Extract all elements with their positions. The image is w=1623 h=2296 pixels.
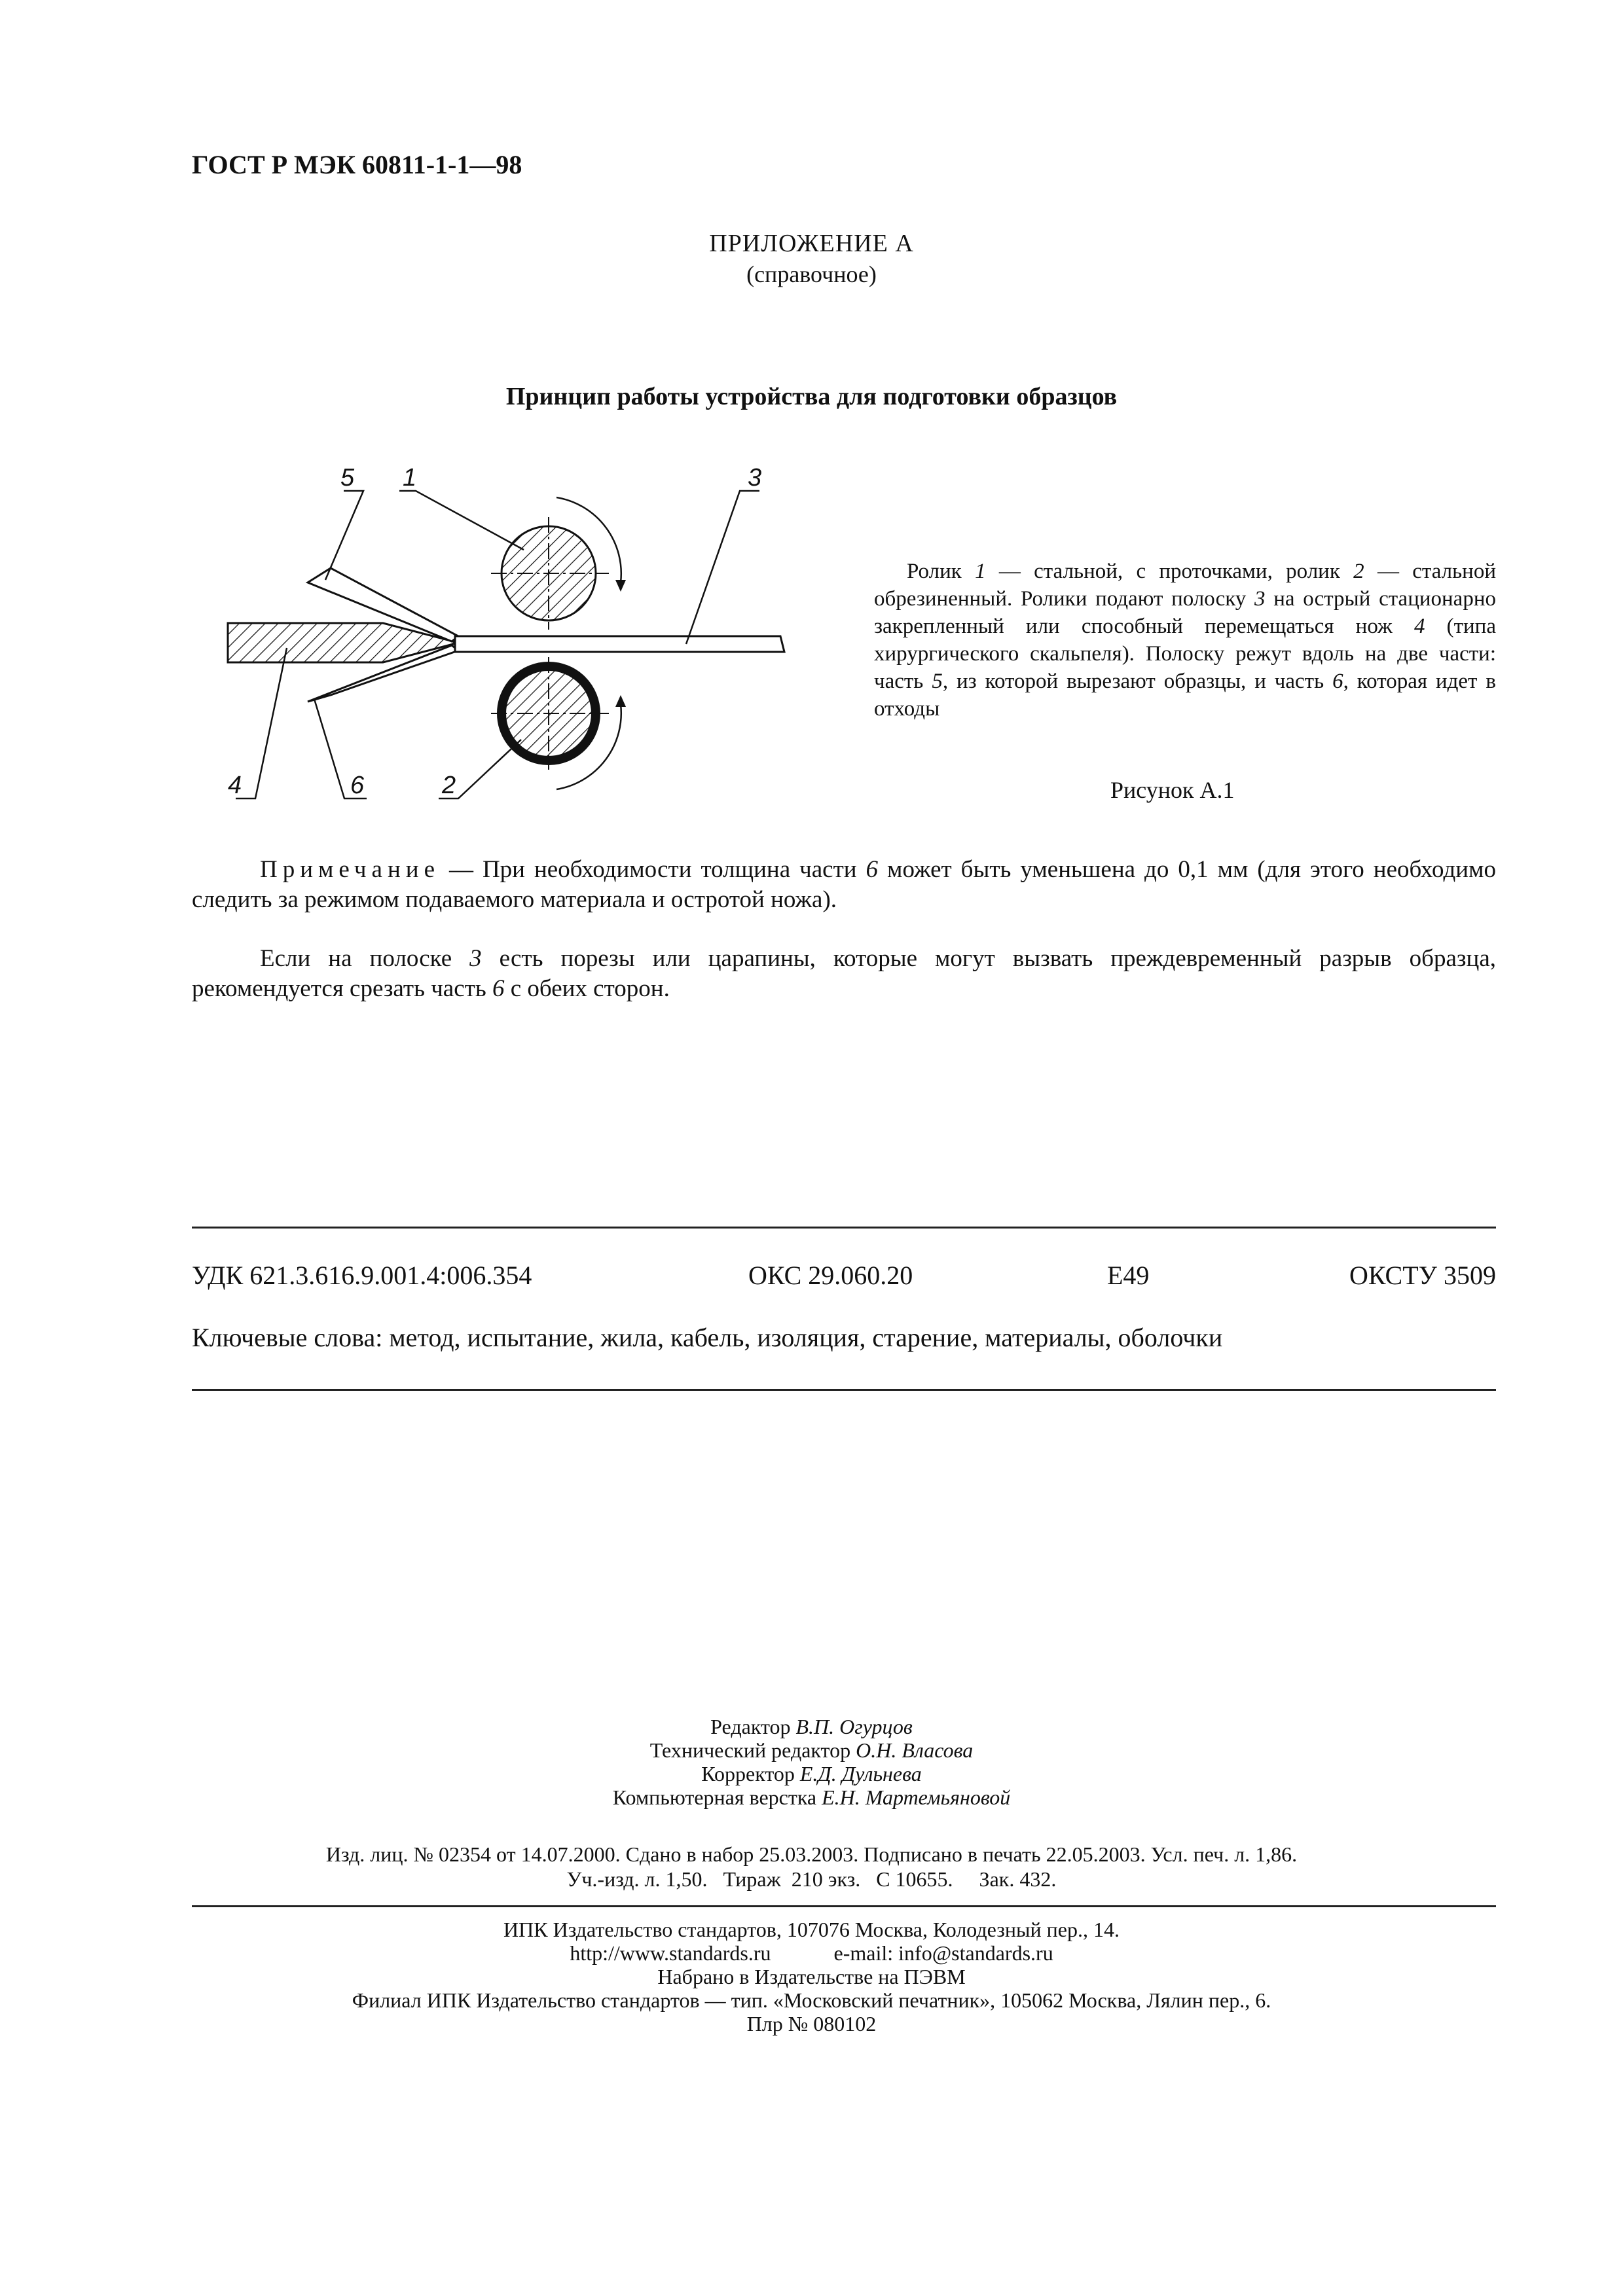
arrowhead-top bbox=[615, 580, 626, 592]
leader-3 bbox=[686, 491, 759, 644]
udk-code: УДК 621.3.616.9.001.4:006.354 bbox=[192, 1261, 532, 1290]
footer-line-3: Набрано в Издательстве на ПЭВМ bbox=[657, 1965, 966, 1988]
leader-1 bbox=[399, 491, 524, 550]
note-word: Примечание bbox=[260, 856, 440, 883]
appendix-subtitle: (справочное) bbox=[746, 261, 877, 287]
footer-line-1: ИПК Издательство стандартов, 107076 Москва, Колодезный пер., 14. bbox=[503, 1918, 1120, 1941]
strip-3 bbox=[455, 636, 784, 652]
roller-1 bbox=[491, 517, 609, 630]
label-5: 5 bbox=[340, 464, 355, 492]
footer-line-5: Плр № 080102 bbox=[746, 2012, 877, 2036]
figure-label: Рисунок А.1 bbox=[1110, 777, 1235, 803]
divider-top bbox=[192, 1227, 1496, 1229]
label-1: 1 bbox=[403, 464, 417, 492]
leader-4 bbox=[236, 648, 287, 798]
divider-middle bbox=[192, 1389, 1496, 1391]
figure-caption: Ролик 1 — стальной, с проточками, ролик 2 — стальной обрезиненный. Ролики подают полоску 3 на острый стационарно закрепленный или способный перемещаться нож 4 (типа хирургического скальпеля). Полоску режут вдоль на две части: часть 5, из которой вырезают образцы, и часть 6, которая идет в отходы bbox=[874, 560, 1496, 721]
note-paragraph: Примечание — При необходимости толщина части 6 может быть уменьшена до 0,1 мм (для этого необходимо следить за режимом подаваемого материала и остротой ножа). bbox=[192, 856, 1496, 913]
body-paragraph: Если на полоске 3 есть порезы или царапины, которые могут вызвать преждевременный разрыв образца, рекомендуется срезать часть 6 с обеих сторон. bbox=[192, 945, 1496, 1002]
roller-2 bbox=[491, 657, 609, 770]
document-id: ГОСТ Р МЭК 60811-1-1—98 bbox=[192, 150, 522, 179]
divider-bottom bbox=[192, 1905, 1496, 1907]
label-6: 6 bbox=[350, 772, 365, 799]
footer-line-2: http://www.standards.ru e-mail: info@standards.ru bbox=[570, 1941, 1053, 1965]
imprint-corrector: Корректор Е.Д. Дульнева bbox=[701, 1762, 922, 1785]
e-code: Е49 bbox=[1107, 1261, 1150, 1290]
figure-a1 bbox=[216, 452, 805, 818]
imprint-layout: Компьютерная верстка Е.Н. Мартемьяновой bbox=[612, 1785, 1011, 1809]
imprint-editor: Редактор В.П. Огурцов bbox=[710, 1715, 913, 1738]
label-3: 3 bbox=[748, 464, 762, 492]
oks-code: ОКС 29.060.20 bbox=[748, 1261, 913, 1290]
footer-line-4: Филиал ИПК Издательство стандартов — тип. «Московский печатник», 105062 Москва, Лялин пер., 6. bbox=[352, 1988, 1271, 2012]
publication-line-1: Изд. лиц. № 02354 от 14.07.2000. Сдано в набор 25.03.2003. Подписано в печать 22.05.2003. Усл. печ. л. 1,86. bbox=[325, 1842, 1298, 1866]
keywords: Ключевые слова: метод, испытание, жила, кабель, изоляция, старение, материалы, оболочки bbox=[192, 1323, 1223, 1352]
publication-line-2: Уч.-изд. л. 1,50. Тираж 210 экз. С 10655. Зак. 432. bbox=[566, 1867, 1057, 1891]
label-4: 4 bbox=[228, 772, 242, 799]
section-title: Принцип работы устройства для подготовки образцов bbox=[505, 383, 1118, 410]
imprint-tech-editor: Технический редактор О.Н. Власова bbox=[649, 1738, 974, 1762]
okstu-code: ОКСТУ 3509 bbox=[1349, 1261, 1496, 1290]
label-2: 2 bbox=[442, 772, 456, 799]
appendix-title: ПРИЛОЖЕНИЕ А bbox=[709, 230, 914, 257]
arrowhead-bottom bbox=[615, 695, 626, 707]
leader-5 bbox=[325, 491, 363, 580]
